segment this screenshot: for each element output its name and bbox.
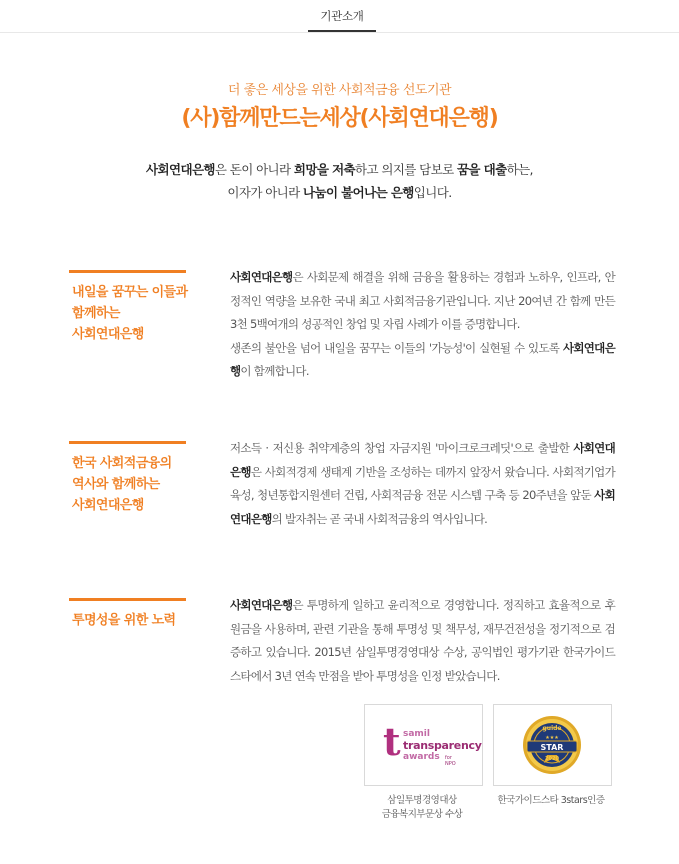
page-title: (사)함께만드는세상(사회연대은행) xyxy=(181,106,498,131)
section-title-line: 투명성을 위한 노력 xyxy=(72,613,176,628)
guidestar-badge-icon xyxy=(494,705,611,785)
body-text: 생존의 불안을 넘어 내일을 꿈꾸는 이들의 '가능성'이 실현될 수 있도록 xyxy=(230,340,563,355)
section-title-line: 내일을 꿈꾸는 이들과 xyxy=(72,285,188,300)
section-accent-bar xyxy=(69,441,186,444)
guidestar-top-text: guide xyxy=(542,725,562,732)
section-title-line: 함께하는 xyxy=(72,306,120,321)
guidestar-star-text: STAR xyxy=(540,743,564,752)
samil-logo-letter: t xyxy=(383,719,401,764)
section-title-line: 사회연대은행 xyxy=(72,498,144,513)
section-title-line: 사회연대은행 xyxy=(72,327,144,342)
intro-bold: 희망을 저축 xyxy=(293,162,356,177)
tab-about[interactable] xyxy=(308,8,376,32)
samil-logo-text: for NPO xyxy=(445,755,456,767)
body-text: 저소득 · 저신용 취약계층의 창업 자금지원 '마이크로크레딧'으로 출발한 xyxy=(230,441,574,455)
section-title-line: 역사와 함께하는 xyxy=(72,477,160,492)
body-text: 의 발자취는 곧 국내 사회적금융의 역사입니다. xyxy=(271,511,488,526)
section-title xyxy=(72,453,202,516)
intro-text-span: 입니다. xyxy=(413,185,452,200)
guidestar-year-text: 2020 xyxy=(545,756,559,762)
award-samil-caption xyxy=(362,794,482,822)
section-title xyxy=(72,282,202,345)
section-title xyxy=(72,610,202,631)
caption-line: 한국가이드스타 3stars인증 xyxy=(497,795,605,806)
section-paragraph xyxy=(230,337,615,384)
page-subtitle: 더 좋은 세상을 위한 사회적금융 선도기관 xyxy=(227,83,452,98)
intro-text-span: 은 돈이 아니라 xyxy=(214,162,294,177)
bold-name: 사회연대은행 xyxy=(230,270,293,284)
samil-logo-text: transparency xyxy=(403,739,482,752)
section-body xyxy=(230,437,615,531)
samil-logo-text: samil xyxy=(403,729,430,739)
section-title-line: 한국 사회적금융의 xyxy=(72,456,172,471)
intro-bold: 꿈을 대출 xyxy=(456,162,507,177)
intro-bold: 나눔이 불어나는 은행 xyxy=(303,185,414,200)
intro-line-2 xyxy=(0,181,679,204)
award-guidestar-caption xyxy=(491,794,611,808)
body-text: 은 사회적경제 생태계 기반을 조성하는 데까지 앞장서 왔습니다. 사회적기업가 육성, 청년통합지원센터 건립, 사회적금융 전문 시스템 구축 등 20주년을 앞둔 xyxy=(230,464,615,503)
intro-bold: 사회연대은행 xyxy=(146,162,215,177)
tab-label: 기관소개 xyxy=(320,9,364,23)
intro-line-1 xyxy=(0,158,679,181)
caption-line: 삼일투명경영대상 xyxy=(387,795,457,806)
tab-divider xyxy=(0,32,679,33)
intro-text-span: 이자가 아니라 xyxy=(227,185,303,200)
intro-text-span: 하고 의지를 담보로 xyxy=(355,162,457,177)
section-body xyxy=(230,266,615,384)
body-text: 은 투명하게 일하고 윤리적으로 경영합니다. 정직하고 효율적으로 후원금을 사용하며, 관련 기관을 통해 투명성 및 책무성, 재무건전성을 정기적으로 검증하고 있습니다. 2015년 삼일투명경영대상 수상, 공익법인 평가기관 한국가이드스타에서 3년 연속 만점을 받아 투명성을 인정 받았습니다. xyxy=(230,598,615,683)
body-text: 은 사회문제 해결을 위해 금융을 활용하는 경험과 노하우, 인프라, 안정적인 역량을 보유한 국내 최고 사회적금융기관입니다. 지난 20여년 간 함께 만든 3천 5백여개의 성공적인 창업 및 자립 사례가 이를 증명합니다. xyxy=(230,270,615,332)
section-accent-bar xyxy=(69,598,186,601)
section-paragraph xyxy=(230,266,615,337)
bold-name: 사회연대은행 xyxy=(230,441,615,479)
body-text: 이 함께합니다. xyxy=(240,364,309,379)
bold-name: 사회연대은행 xyxy=(230,488,615,526)
award-guidestar-card xyxy=(493,704,612,786)
section-body xyxy=(230,594,615,688)
bold-name: 사회연대은행 xyxy=(230,598,293,612)
samil-logo-text: awards xyxy=(403,752,440,762)
caption-line: 금융복지부문상 수상 xyxy=(381,809,463,820)
section-accent-bar xyxy=(69,270,186,273)
intro-text xyxy=(0,158,679,204)
bold-name: 사회연대은행 xyxy=(230,340,615,379)
award-samil-card xyxy=(364,704,483,786)
guidestar-stars-icon: ★★★ xyxy=(545,735,559,741)
intro-text-span: 하는, xyxy=(506,162,533,177)
